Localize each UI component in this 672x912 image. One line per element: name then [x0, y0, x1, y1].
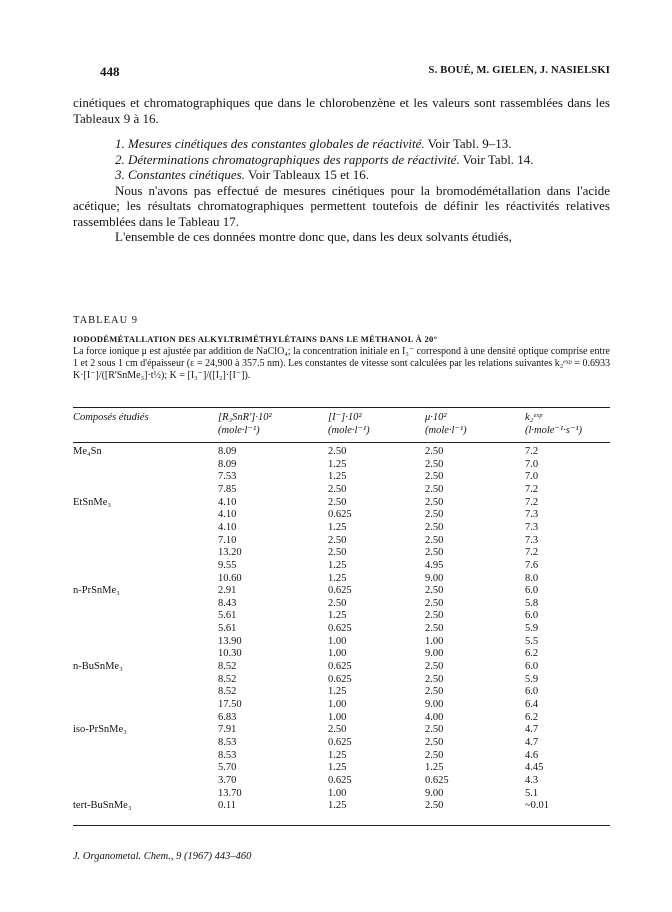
cell-iodide-conc: 0.625: [328, 673, 352, 685]
column-header-concentration-stannane: [R₃SnR']·10² (mole·l⁻¹): [218, 412, 272, 436]
cell-stannane-conc: 7.85: [218, 483, 237, 495]
journal-footer: J. Organometal. Chem., 9 (1967) 443–460: [73, 851, 252, 862]
cell-iodide-conc: 0.625: [328, 623, 352, 635]
table-row: [73, 788, 610, 800]
cell-rate-constant: 7.3: [525, 509, 539, 521]
cell-rate-constant: 6.0: [525, 686, 539, 698]
cell-ionic-strength: 9.00: [425, 572, 444, 584]
cell-rate-constant: 7.2: [525, 496, 539, 508]
cell-rate-constant: 4.6: [525, 749, 539, 761]
body-text: [73, 95, 610, 245]
table-row: [73, 497, 610, 509]
author-line: S. BOUÉ, M. GIELEN, J. NASIELSKI: [428, 65, 610, 76]
cell-rate-constant: 4.7: [525, 736, 539, 748]
table-title: IODODÉMÉTALLATION DES ALKYLTRIMÉTHYLÉTAINS DANS LE MÉTHANOL À 20°: [73, 334, 438, 344]
column-header-compounds: Composés étudiés: [73, 412, 149, 423]
cell-compound: n-PrSnMe₃: [73, 585, 120, 597]
cell-stannane-conc: 8.09: [218, 458, 237, 470]
cell-rate-constant: 6.0: [525, 661, 539, 673]
table-row: [73, 800, 610, 812]
table-row: [73, 737, 610, 749]
table-row: [73, 610, 610, 622]
cell-iodide-conc: 1.25: [328, 800, 347, 812]
table-row: [73, 699, 610, 711]
cell-ionic-strength: 2.50: [425, 610, 444, 622]
cell-iodide-conc: 1.00: [328, 635, 347, 647]
table-row: [73, 724, 610, 736]
cell-stannane-conc: 7.10: [218, 534, 237, 546]
cell-ionic-strength: 2.50: [425, 597, 444, 609]
table-row: [73, 459, 610, 471]
table-row: [73, 712, 610, 724]
cell-compound: EtSnMe₃: [73, 496, 112, 508]
cell-ionic-strength: 2.50: [425, 585, 444, 597]
list-item-2-title: 2. Déterminations chromatographiques des rapports de réactivité.: [115, 151, 460, 167]
list-item-3-title: 3. Constantes cinétiques.: [115, 167, 245, 182]
cell-iodide-conc: 1.00: [328, 787, 347, 799]
cell-ionic-strength: 2.50: [425, 736, 444, 748]
cell-rate-constant: 7.2: [525, 483, 539, 495]
list-item-1-title: 1. Mesures cinétiques des constantes globales de réactivité.: [115, 136, 425, 151]
cell-ionic-strength: 2.50: [425, 509, 444, 521]
cell-stannane-conc: 8.53: [218, 749, 237, 761]
cell-rate-constant: 7.2: [525, 547, 539, 559]
cell-iodide-conc: 2.50: [328, 724, 347, 736]
list-item-3: [73, 167, 610, 183]
table-row: [73, 560, 610, 572]
cell-rate-constant: 7.3: [525, 521, 539, 533]
table-row: [73, 446, 610, 458]
cell-ionic-strength: 2.50: [425, 483, 444, 495]
table-row: [73, 471, 610, 483]
cell-iodide-conc: 1.25: [328, 762, 347, 774]
list-item-2-ref: Voir Tabl. 14.: [459, 151, 534, 167]
cell-iodide-conc: 1.00: [328, 699, 347, 710]
cell-ionic-strength: 2.50: [425, 446, 444, 457]
table-row: [73, 509, 610, 521]
cell-ionic-strength: 2.50: [425, 673, 444, 685]
table-row: [73, 762, 610, 774]
cell-ionic-strength: 1.00: [425, 635, 444, 647]
cell-ionic-strength: 2.50: [425, 661, 444, 673]
cell-stannane-conc: 5.61: [218, 610, 237, 622]
cell-ionic-strength: 9.00: [425, 648, 444, 660]
cell-ionic-strength: 2.50: [425, 458, 444, 470]
cell-rate-constant: 6.4: [525, 699, 539, 710]
cell-rate-constant: 7.6: [525, 559, 539, 571]
table-label: TABLEAU 9: [73, 315, 139, 326]
cell-ionic-strength: 2.50: [425, 686, 444, 698]
cell-rate-constant: ~0.01: [525, 800, 550, 812]
cell-ionic-strength: 2.50: [425, 496, 444, 508]
table-row: [73, 573, 610, 585]
cell-stannane-conc: 3.70: [218, 774, 237, 786]
cell-compound: iso-PrSnMe₃: [73, 724, 127, 736]
cell-stannane-conc: 17.50: [218, 699, 242, 710]
table-row: [73, 585, 610, 597]
cell-iodide-conc: 1.25: [328, 610, 347, 622]
cell-iodide-conc: 1.25: [328, 686, 347, 698]
table-top-rule: [73, 407, 610, 408]
table-row: [73, 598, 610, 610]
cell-stannane-conc: 7.91: [218, 724, 237, 736]
cell-rate-constant: 8.0: [525, 572, 539, 584]
cell-rate-constant: 6.0: [525, 610, 539, 622]
cell-stannane-conc: 4.10: [218, 509, 237, 521]
cell-stannane-conc: 10.60: [218, 572, 242, 584]
cell-stannane-conc: 5.70: [218, 762, 237, 774]
paragraph-2: Nous n'avons pas effectué de mesures cinétiques pour la bromodémétallation dans l'acide acétique; les résultats chromatographiques permettent toutefois de définir les réactivités relatives rassemblées dans le Tableau 17.: [73, 182, 610, 229]
column-header-rate-constant: k₂ᵉˣᵖ (l·mole⁻¹·s⁻¹): [525, 412, 583, 436]
cell-rate-constant: 6.0: [525, 585, 539, 597]
cell-stannane-conc: 8.09: [218, 446, 237, 457]
cell-ionic-strength: 2.50: [425, 534, 444, 546]
cell-stannane-conc: 13.70: [218, 787, 242, 799]
cell-ionic-strength: 2.50: [425, 547, 444, 559]
cell-rate-constant: 5.5: [525, 635, 539, 647]
cell-iodide-conc: 1.25: [328, 559, 347, 571]
running-header: [100, 64, 610, 80]
cell-ionic-strength: 2.50: [425, 471, 444, 483]
cell-iodide-conc: 2.50: [328, 534, 347, 546]
cell-stannane-conc: 2.91: [218, 585, 237, 597]
list-item-1: [73, 136, 610, 152]
table-row: [73, 648, 610, 660]
cell-iodide-conc: 2.50: [328, 483, 347, 495]
cell-stannane-conc: 13.90: [218, 635, 242, 647]
cell-stannane-conc: 8.52: [218, 661, 237, 673]
cell-stannane-conc: 10.30: [218, 648, 242, 660]
cell-iodide-conc: 2.50: [328, 597, 347, 609]
cell-iodide-conc: 1.25: [328, 471, 347, 483]
column-header-concentration-iodide: [I⁻]·10² (mole·l⁻¹): [328, 412, 370, 436]
table-row: [73, 750, 610, 762]
cell-ionic-strength: 9.00: [425, 699, 444, 710]
cell-ionic-strength: 4.95: [425, 559, 444, 571]
page-number: 448: [100, 64, 120, 79]
cell-stannane-conc: 8.52: [218, 673, 237, 685]
table-row: [73, 686, 610, 698]
paragraph-1: cinétiques et chromatographiques que dans le chlorobenzène et les valeurs sont rassemblées dans les Tableaux 9 à 16.: [73, 95, 610, 126]
cell-iodide-conc: 1.25: [328, 521, 347, 533]
cell-iodide-conc: 1.00: [328, 648, 347, 660]
table-row: [73, 547, 610, 559]
cell-ionic-strength: 2.50: [425, 521, 444, 533]
cell-stannane-conc: 6.83: [218, 711, 237, 723]
cell-ionic-strength: 2.50: [425, 623, 444, 635]
list-item-3-ref: Voir Tableaux 15 et 16.: [245, 167, 370, 182]
cell-stannane-conc: 8.53: [218, 736, 237, 748]
cell-iodide-conc: 1.25: [328, 749, 347, 761]
cell-rate-constant: 5.9: [525, 623, 539, 635]
cell-rate-constant: 4.7: [525, 724, 539, 736]
table-row: [73, 661, 610, 673]
cell-stannane-conc: 0.11: [218, 800, 236, 812]
table-row: [73, 674, 610, 686]
cell-rate-constant: 7.2: [525, 446, 539, 457]
cell-rate-constant: 7.3: [525, 534, 539, 546]
cell-rate-constant: 4.45: [525, 762, 544, 774]
cell-stannane-conc: 4.10: [218, 521, 237, 533]
cell-stannane-conc: 8.43: [218, 597, 237, 609]
cell-rate-constant: 6.2: [525, 648, 539, 660]
cell-stannane-conc: 7.53: [218, 471, 237, 483]
cell-stannane-conc: 8.52: [218, 686, 237, 698]
cell-stannane-conc: 9.55: [218, 559, 237, 571]
table-row: [73, 484, 610, 496]
cell-compound: n-BuSnMe₃: [73, 661, 123, 673]
table-header-rule: [73, 442, 610, 443]
cell-ionic-strength: 2.50: [425, 800, 444, 812]
cell-rate-constant: 4.3: [525, 774, 539, 786]
list-item-2: [73, 152, 610, 168]
cell-stannane-conc: 13.20: [218, 547, 242, 559]
cell-stannane-conc: 4.10: [218, 496, 237, 508]
cell-ionic-strength: 4.00: [425, 711, 444, 723]
cell-compound: Me₄Sn: [73, 446, 102, 457]
cell-rate-constant: 6.2: [525, 711, 539, 723]
table-header: [73, 411, 610, 439]
cell-iodide-conc: 1.00: [328, 711, 347, 723]
column-header-ionic-strength: μ·10² (mole·l⁻¹): [425, 412, 467, 436]
table-row: [73, 623, 610, 635]
list-item-1-ref: Voir Tabl. 9–13.: [424, 136, 512, 151]
cell-iodide-conc: 0.625: [328, 585, 352, 597]
cell-iodide-conc: 0.625: [328, 509, 352, 521]
cell-iodide-conc: 2.50: [328, 547, 347, 559]
table-row: [73, 535, 610, 547]
table-caption: La force ionique μ est ajustée par addition de NaClO₄; la concentration initiale en I₃⁻ correspond à une densité optique comprise entre 1 et 2 sous 1 cm d'épaisseur (ε = 24,900 à 357.5 nm). Les constantes de vitesse sont calculées par les relations suivantes k₂ᵉˣᵖ = 0.6933 K·[I⁻]/([R'SnMe₃]·t½); K = [I₃⁻]/([I₂]·[I⁻]).: [73, 346, 610, 381]
cell-rate-constant: 5.1: [525, 787, 539, 799]
cell-iodide-conc: 2.50: [328, 496, 347, 508]
cell-iodide-conc: 0.625: [328, 661, 352, 673]
cell-ionic-strength: 2.50: [425, 749, 444, 761]
table-row: [73, 636, 610, 648]
cell-iodide-conc: 2.50: [328, 446, 347, 457]
cell-iodide-conc: 0.625: [328, 736, 352, 748]
cell-ionic-strength: 9.00: [425, 787, 444, 799]
cell-iodide-conc: 1.25: [328, 572, 347, 584]
cell-rate-constant: 5.9: [525, 673, 539, 685]
table-row: [73, 522, 610, 534]
table-row: [73, 775, 610, 787]
cell-iodide-conc: 1.25: [328, 458, 347, 470]
table-bottom-rule: [73, 825, 610, 826]
cell-ionic-strength: 1.25: [425, 762, 444, 774]
cell-ionic-strength: 2.50: [425, 724, 444, 736]
cell-rate-constant: 7.0: [525, 471, 539, 483]
cell-compound: tert-BuSnMe₃: [73, 800, 132, 812]
cell-ionic-strength: 0.625: [425, 774, 449, 786]
cell-rate-constant: 7.0: [525, 458, 539, 470]
cell-iodide-conc: 0.625: [328, 774, 352, 786]
cell-stannane-conc: 5.61: [218, 623, 237, 635]
cell-rate-constant: 5.8: [525, 597, 539, 609]
paragraph-3: L'ensemble de ces données montre donc que, dans les deux solvants étudiés,: [115, 229, 512, 244]
